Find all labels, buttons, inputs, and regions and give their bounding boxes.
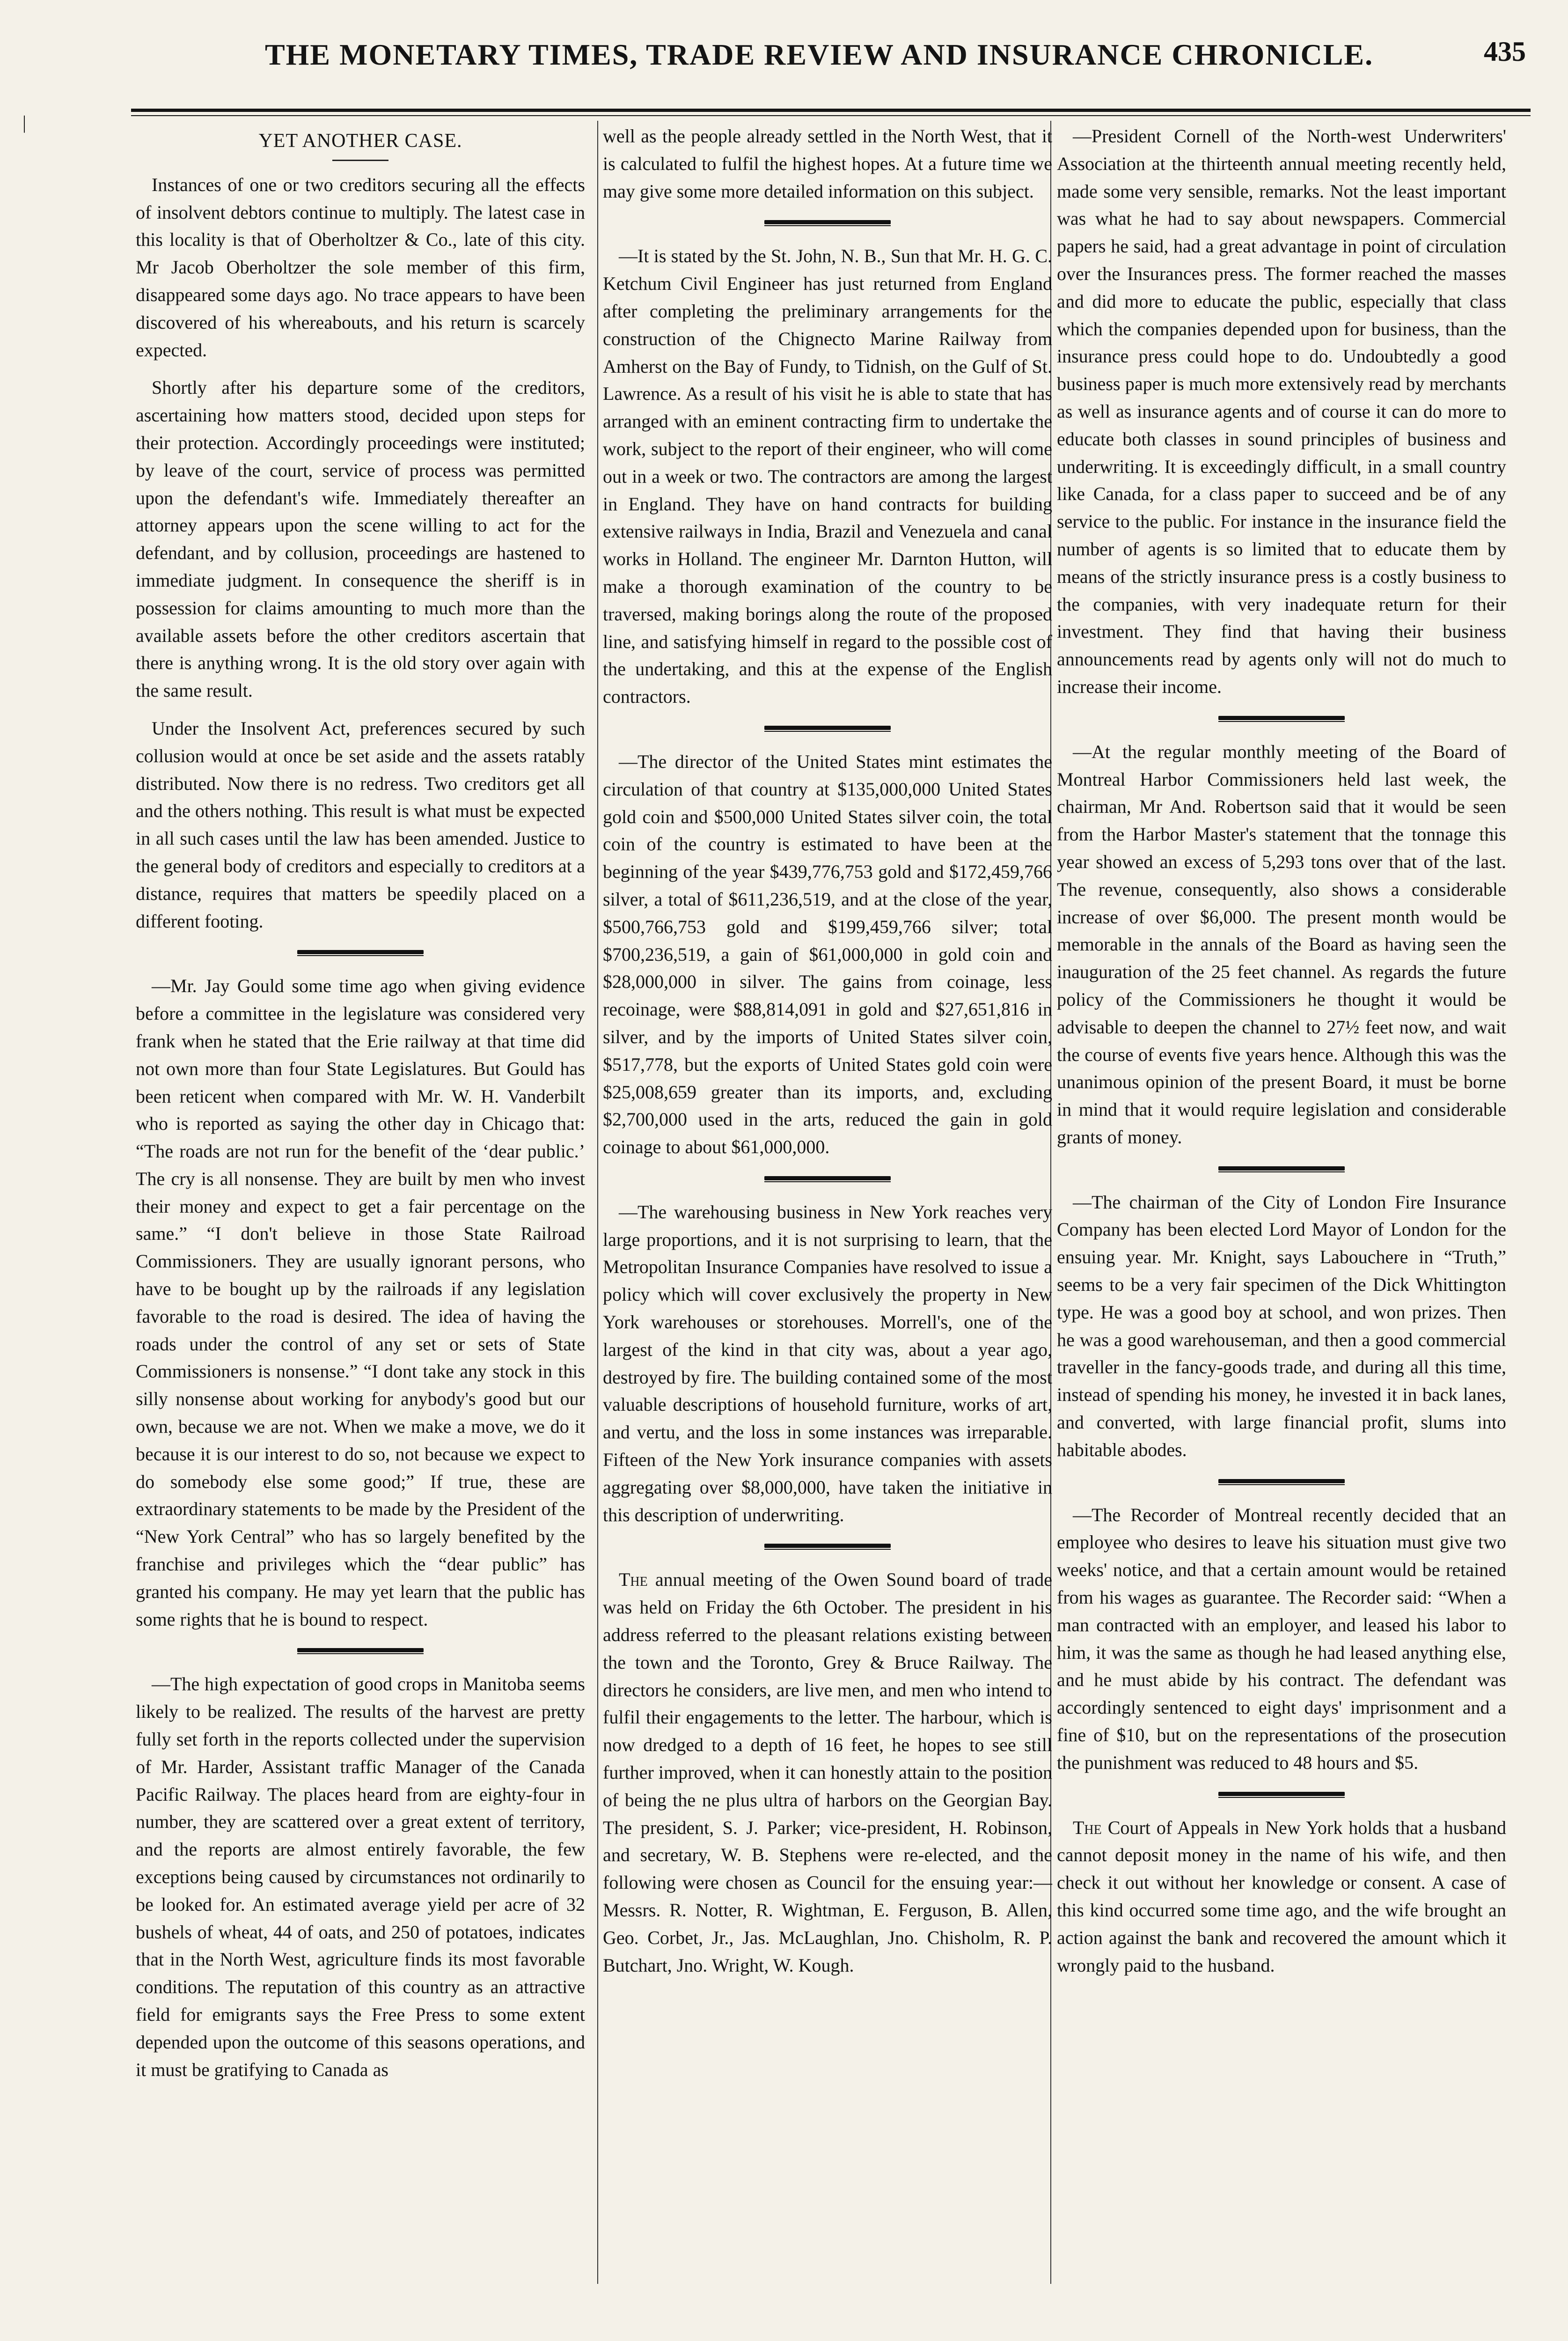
article-paragraph: Shortly after his departure some of the creditors, ascertaining how matters stood, decided upon steps for their protection. Accordingly proceedings were instituted; by leave of the court, service of process was permitted upon the defendant's wife. Immediately thereafter an attorney appears upon the scene willing to act for the defendant, and by collusion, proceedings are hastened to immediate judgment. In consequence the sheriff is in possession for claims amounting to much more than the available assets before the other creditors ascertain that there is anything wrong. It is the old story over again with the same result. (136, 377, 585, 701)
article (136, 127, 585, 935)
column-1 (136, 123, 585, 2094)
article-paragraph: Under the Insolvent Act, preferences secured by such collusion would at once be set aside and the assets ratably distributed. Now there is no redress. Two creditors get all and the others nothing. This result is what must be expected in all such cases until the law has been amended. Justice to the general body of creditors and especially to creditors at a distance, requires that matters be speedily placed on a different footing. (136, 717, 585, 932)
article (1057, 1189, 1506, 1464)
article (603, 1199, 1052, 1529)
article-paragraph: —The chairman of the City of London Fire Insurance Company has been elected Lord Mayor of London for the ensuing year. Mr. Knight, says Labouchere in “Truth,” seems to be a very fair specimen of the Dick Whittington type. He was a good boy at school, and won prizes. Then he was a good warehouseman, and then a good commercial traveller in the fancy-goods trade, and during all this time, instead of spending his money, he invested it in back lanes, and converted, with large financial profit, slums into habitable abodes. (1057, 1191, 1506, 1460)
lead-word: The (619, 1569, 648, 1590)
page-number: 435 (1484, 36, 1526, 67)
article (1057, 738, 1506, 1151)
article (603, 1566, 1052, 1979)
article (603, 123, 1052, 205)
article-paragraph: —It is stated by the St. John, N. B., Sun that Mr. H. G. C. Ketchum Civil Engineer has just returned from England after completing the preliminary arrangements for the construction of the Chignecto Marine Railway from Amherst on the Bay of Fundy, to Tidnish, on the Gulf of St. Lawrence. As a result of his visit he is able to state that has arranged with an eminent contracting firm to undertake the work, subject to the report of their engineer, who will come out in a week or two. The contractors are among the largest in England. They have on hand contracts for building extensive railways in India, Brazil and Venezuela and canal works in Holland. The engineer Mr. Darnton Hutton, will make a thorough examination of the country to be traversed, making borings along the route of the proposed line, and satisfying himself in regard to the possible cost of the undertaking, and this at the expense of the English contractors. (603, 245, 1052, 707)
article-paragraph: well as the people already settled in the North West, that it is calculated to fulfil the highest hopes. At a future time we may give some more detailed information on this subject. (603, 125, 1052, 202)
article-paragraph: —The director of the United States mint estimates the circulation of that country at $135,000,000 United States gold coin and $500,000 United States silver coin, the total coin of the country is estimated to have been at the beginning of the year $439,776,753 gold and $172,459,766 silver, a total of $611,236,519, and at the close of the year, $500,766,753 gold and $199,459,766 silver; total $700,236,519, a gain of $61,000,000 in gold coin and $28,000,000 in silver. The gains from coinage, less recoinage, were $88,814,091 in gold and $27,651,816 in silver, and by the imports of United States silver coin, $517,778, but the exports of United States gold coin were $25,008,659 greater than its imports, and, excluding $2,700,000 used in the arts, reduced the gain in gold coinage to about $61,000,000. (603, 751, 1052, 1158)
article-paragraph: —The high expectation of good crops in Manitoba seems likely to be realized. The results of the harvest are pretty fully set forth in the reports collected under the supervision of Mr. Harder, Assistant traffic Manager of the Canada Pacific Railway. The places heard from are eighty-four in number, they are scattered over a great extent of territory, and the reports are almost entirely favorable, the few exceptions being caused by circumstances not ordinarily to be looked for. An estimated average yield per acre of 32 bushels of wheat, 44 of oats, and 250 of potatoes, indicates that in the North West, agriculture finds its most favorable conditions. The reputation of this country as an attractive field for emigrants says the Free Press to some extent depended upon the outcome of this seasons operations, and it must be gratifying to Canada as (136, 1673, 585, 2080)
article-paragraph: Instances of one or two creditors securing all the effects of insolvent debtors continue to multiply. The latest case in this locality is that of Oberholtzer & Co., late of this city. Mr Jacob Oberholtzer the sole member of this firm, disappeared some days ago. No trace appears to have been discovered of his whereabouts, and his return is scarcely expected. (136, 174, 585, 361)
article-paragraph: —The warehousing business in New York reaches very large proportions, and it is not surprising to learn, that the Metropolitan Insurance Companies have resolved to issue a policy which will cover exclusively the property in New York warehouses or storehouses. Morrell's, one of the largest of the kind in that city was, about a year ago, destroyed by fire. The building contained some of the most valuable descriptions of household furniture, works of art, and vertu, and the loss in some instances was irreparable. Fifteen of the New York insurance companies with assets aggregating over $8,000,000, have taken the initiative in this description of underwriting. (603, 1201, 1052, 1525)
article (1057, 1502, 1506, 1777)
header-rule-thin (131, 115, 1531, 116)
article-paragraph: —Mr. Jay Gould some time ago when giving evidence before a committee in the legislature was considered very frank when he stated that the Erie railway at that time did not own more than four State Legislatures. But Gould has been reticent when compared with Mr. W. H. Vanderbilt who is reported as saying the other day in Chicago that: “The roads are not run for the benefit of the ‘dear public.’ The cry is all nonsense. They are built by men who invest their money and expect to get a fair percentage on the same.” “I don't believe in those State Railroad Commissioners. They are usually ignorant persons, who have to be bought up by the railroads if any legislation favorable to the road is desired. The idea of having the roads under the control of any set or sets of State Commissioners is nonsense.” “I dont take any stock in this silly nonsense about working for anybody's good but our own, because we are not. When we make a move, we do it because it is our interest to do so, not because we expect to do somebody else some good;” If true, these are extraordinary statements to be made by the President of the “New York Central” who has so largely benefited by the franchise and privileges which the “dear public” has granted his company. He may yet learn that the public has some rights that he is bound to respect. (136, 975, 585, 1630)
article-separator (764, 1175, 891, 1183)
article (136, 972, 585, 1633)
margin-mark: | (22, 112, 27, 133)
article-paragraph: —The Recorder of Montreal recently decided that an employee who desires to leave his situation must give two weeks' notice, and that a certain amount would be retained from his wages as guarantee. The Recorder said: “When a man contracted with an employer, and leased his labor to him, it was the same as though he had leased anything else, and he must abide by his contract. The defendant was accordingly sentenced to eight days' imprisonment and a fine of $10, but on the representations of the prosecution the punishment was reduced to 48 hours and $5. (1057, 1504, 1506, 1773)
masthead (112, 29, 1526, 81)
paragraph-text: Court of Appeals in New York holds that a husband cannot deposit money in the name of his wife, and then check it out without her knowledge or consent. A case of this kind occurred some time ago, and the wife brought an action against the bank and recovered the amount which it wrongly paid to the husband. (1057, 1817, 1506, 1976)
article-separator (1218, 715, 1345, 722)
article-paragraph (603, 1566, 1052, 1979)
article (136, 1671, 585, 2083)
column-2 (603, 123, 1052, 1989)
article (603, 243, 1052, 711)
article-paragraph: —President Cornell of the North-west Underwriters' Association at the thirteenth annual meeting recently held, made some very sensible, remarks. Not the least important was what he had to say about newspapers. Commercial papers he said, had a great advantage in point of circulation over the Insurances press. The former reached the masses and did more to educate the public, especially that class which the companies depended upon for business, than the insurance press could hope to do. Undoubtedly a good business paper is much more extensively read by merchants as well as insurance agents and of course it can do more to educate both classes in sound principles of business and underwriting. It is exceedingly difficult, in a small country like Canada, for a class paper to succeed and be of any service to the public. For instance in the insurance field the number of agents is so limited that to educate them by means of the strictly insurance press is a costly business to the companies, with very inadequate return for their investment. They find that having their business announcements read by agents only will not do much to increase their income. (1057, 125, 1506, 697)
article (1057, 1814, 1506, 1980)
column-3 (1057, 123, 1506, 1989)
article-heading: YET ANOTHER CASE. (258, 130, 462, 152)
article-separator (764, 1543, 891, 1550)
article-separator (764, 219, 891, 227)
article-paragraph (1057, 1814, 1506, 1980)
newspaper-title: THE MONETARY TIMES, TRADE REVIEW AND INSURANCE CHRONICLE. (264, 38, 1374, 71)
article-separator (764, 725, 891, 732)
paragraph-text: annual meeting of the Owen Sound board of trade was held on Friday the 6th October. The president in his address referred to the pleasant relations existing between the town and the Toronto, Grey & Bruce Railway. The directors he considers, are live men, and men who intend to fulfil their engagements to the letter. The harbour, which is now dredged to a depth of 16 feet, he hopes to see still further improved, when it can honestly attain to the position of being the ne plus ultra of harbors on the Georgian Bay. The president, S. J. Parker; vice-president, H. Robinson, and secretary, W. B. Stephens were re-elected, and the following were chosen as Council for the ensuing year:—Messrs. R. Notter, R. Wightman, E. Ferguson, B. Allen, Geo. Corbet, Jr., Jas. McLaughlan, Jno. Chisholm, R. P. Butchart, Jno. Wright, W. Kough. (603, 1569, 1052, 1976)
heading-rule (332, 160, 388, 161)
article-separator (1218, 1791, 1345, 1798)
article-separator (1218, 1478, 1345, 1486)
article (603, 748, 1052, 1161)
article-separator (297, 1647, 424, 1655)
article (1057, 123, 1506, 701)
article-separator (1218, 1165, 1345, 1173)
column-divider-1 (597, 121, 598, 2284)
article-paragraph: —At the regular monthly meeting of the Board of Montreal Harbor Commissioners held last week, the chairman, Mr And. Robertson said that it would be seen from the Harbor Master's statement that the tonnage this year showed an excess of 5,293 tons over that of the last. The revenue, consequently, also shows a considerable increase of over $6,000. The present month would be memorable in the annals of the Board as having seen the inauguration of the 25 feet channel. As regards the future policy of the Commissioners he thought it would be advisable to deepen the channel to 27½ feet now, and wait the course of events five years hence. Although this was the unanimous opinion of the present Board, it must be borne in mind that it would require legislation and considerable grants of money. (1057, 741, 1506, 1148)
article-separator (297, 949, 424, 957)
lead-word: The (1073, 1817, 1102, 1838)
header-rule-thick (131, 109, 1531, 112)
